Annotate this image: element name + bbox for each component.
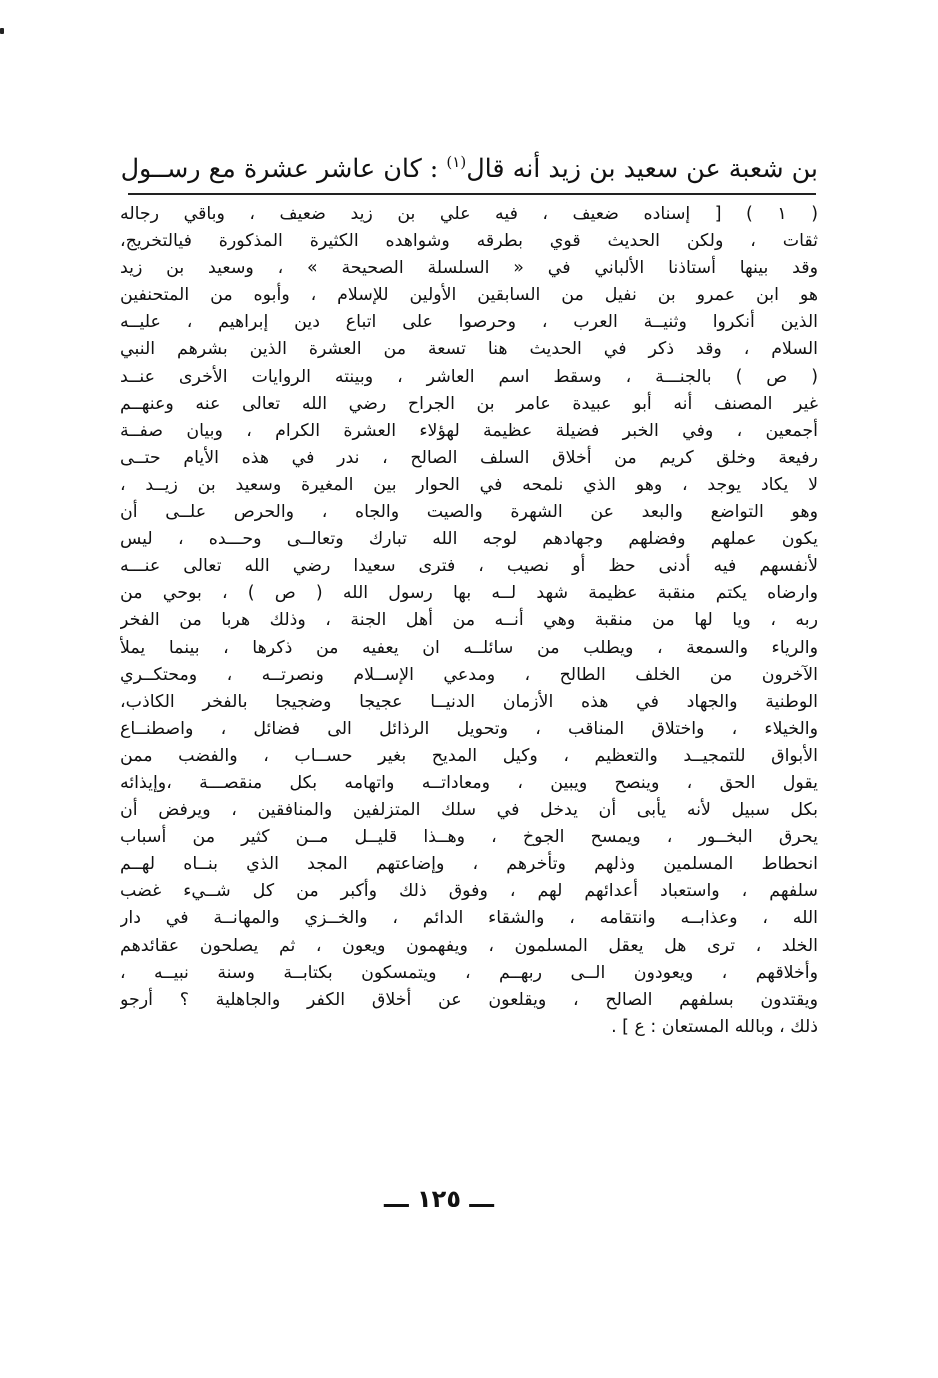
footnote-line: ثقات ، ولكن الحديث قوي بطرقه وشواهده الكثيرة المذكورة فيالتخريج، bbox=[120, 231, 818, 252]
footnote-line: والرياء والسمعة ، ويطلب من سائلــه ان يعفيه من ذكرها ، بينما يملأ bbox=[120, 637, 818, 658]
footnote-line: سلفهم ، واستعباد أعدائهم لهم ، وفوق ذلك وأكبر من كل شــيء غضب bbox=[120, 881, 818, 902]
footnote-line: لا يكاد يوجد ، وهو الذي نلمحه في الحوار بين المغيرة وسعيد بن زيــد ، bbox=[120, 474, 818, 495]
footnote-line: ذلك ، وبالله المستعان : ع ] . bbox=[611, 1016, 818, 1037]
footnote-line: والخيلاء ، واختلاق المناقب ، وتحويل الرذائل الى فضائل ، واصطنــاع bbox=[120, 718, 818, 739]
footnote-line: غير المصنف أنه أبو عبيدة عامر بن الجراح رضي الله تعالى عنه وعنهــم bbox=[120, 393, 818, 414]
footnote-line: انحطاط المسلمين وذلهم وتأخرهم ، وإضاعتهم المجد الذي بنــاه لهــم bbox=[120, 854, 818, 875]
footnote-line: السلام ، وقد ذكر في الحديث هنا تسعة من العشرة الذين بشرهم النبي bbox=[120, 339, 818, 360]
footnote-line: بكل سبيل لأنه يأبى أن يدخل في سلك المتزلفين والمنافقين ، ويرفض أن bbox=[120, 800, 818, 821]
footnote-line: أجمعين ، وفي الخبر فضيلة عظيمة لهؤلاء العشرة الكرام ، وبيان صفــة bbox=[120, 420, 818, 441]
footnote-separator bbox=[128, 193, 816, 195]
footnote-line: الآخرون من الخلف الطالح ، ومدعي الإســلام ونصرتــه ، ومحتكــري bbox=[120, 664, 818, 685]
footnote-reference: (١) bbox=[446, 153, 467, 171]
footnote-line: الوطنية والجهاد في هذه الأزمان الدنيــا عجيجا وضجيجا بالفخر الكاذب، bbox=[120, 691, 818, 712]
footnote-line: هو ابن عمرو بن نفيل من السابقين الأولين للإسلام ، وأبوه من المتحنفين bbox=[120, 285, 818, 306]
footnote-line: ربه ، ويا لها من منقبة وهي أنــه من أهل الجنة ، وذلك هربا من الفخر bbox=[120, 610, 818, 631]
footnote-line: لأنفسهم فيه أدنى حظ أو نصيب ، فترى سعيدا رضي الله تعالى عنـــه bbox=[120, 556, 818, 577]
main-text-line bbox=[120, 140, 818, 190]
footnote-line: الأبواق للتمجيــد والتعظيم ، وكيل المديح بغير حســاب ، والفضب ممن bbox=[120, 745, 818, 766]
footnote-line: يقول الحق ، وينصح ويبين ، ومعاداتــه واتهامه بكل منقصـــة ،وإيذائه bbox=[120, 772, 818, 793]
footnote-line: ( ص ) بالجنـــة ، وسقط اسم العاشر ، وبينته الروايات الأخرى عنــد bbox=[120, 366, 818, 387]
scan-mark bbox=[0, 28, 4, 34]
footnote-line: وأخلاقهم ، ويعودون الــى ربهــم ، ويتمسكون بكتابــة وسنة نبيــه ، bbox=[120, 962, 818, 983]
footnote-line: وهو التواضع والبعد عن الشهرة والصيت والجاه ، والحرص علــى أن bbox=[120, 502, 818, 523]
main-text-after: : كان عاشر عشرة مع رســول bbox=[120, 153, 447, 183]
footnote-line: وقد بينها أستاذنا الألباني في « السلسلة الصحيحة » ، وسعيد بن زيد bbox=[120, 258, 818, 279]
footnote-line: الخلد ، ترى هل يعقل المسلمون ، ويفهمون ويعون ، ثم يصلحون عقائدهم bbox=[120, 935, 818, 956]
footnote-line: يكون عملهم وفضلهم وجهادهم لوجه الله تبارك وتعالــى وحـــده ، ليس bbox=[120, 529, 818, 550]
footnote-line: الذين أنكروا وثنيــة العرب ، وحرصوا على اتباع دين إبراهيم ، عليــه bbox=[120, 312, 818, 333]
footnote-line: يحرق البخــور ، ويمسح الجوخ ، وهــذا قليــل مــن كثير من أسباب bbox=[120, 827, 818, 848]
footnote-line: وارضاه يكتم منقبة عظيمة شهد لــه بها رسول الله ( ص ) ، بوحي من bbox=[120, 583, 818, 604]
page-number: ـــ ١٢٥ ـــ bbox=[384, 1185, 494, 1213]
footnote-block bbox=[120, 201, 818, 1041]
main-text-before: بن شعبة عن سعيد بن زيد أنه قال bbox=[466, 153, 818, 183]
footnote-line: الله ، وعذابــه وانتقامه ، والشقاء الدائم ، والخــزي والمهانــة في دار bbox=[120, 908, 818, 929]
footnote-line: رفيعة وخلق كريم من أخلاق السلف الصالح ، ندر في هذه الأيام حتــى bbox=[120, 447, 818, 468]
footnote-line: ويقتدون بسلفهم الصالح ، ويقلعون عن أخلاق الكفر والجاهلية ؟ أرجو bbox=[120, 989, 818, 1010]
footnote-line: ( ١ ) [ إسناده ضعيف ، فيه علي بن زيد ضعيف ، وباقي رجاله bbox=[120, 204, 818, 224]
